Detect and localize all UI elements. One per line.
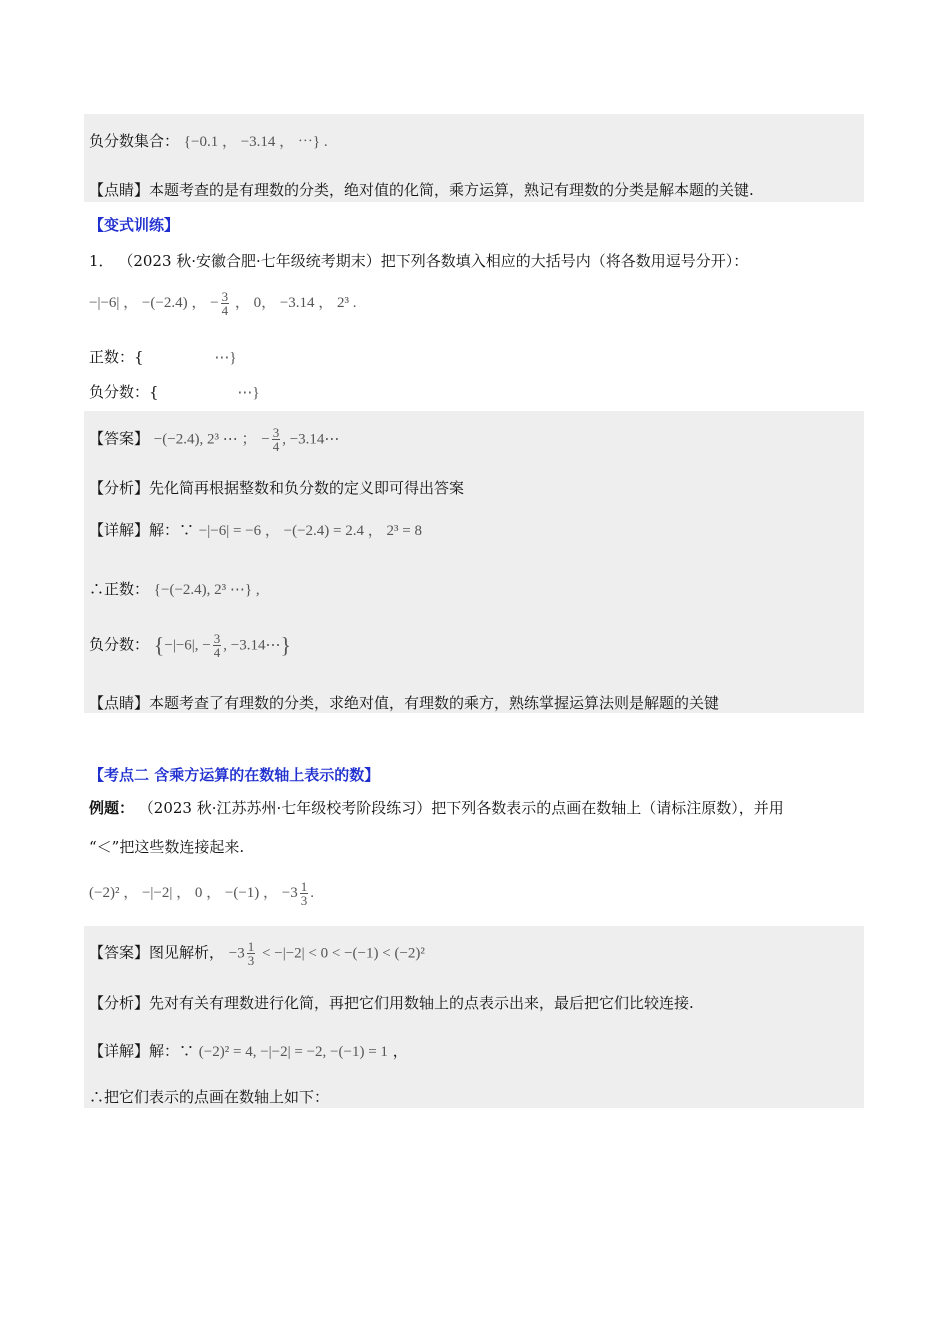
answer-2-label: 【答案】图见解析， xyxy=(89,943,225,962)
detail-math: −|−6| = −6 ， −(−2.4) = 2.4 ， 2³ = 8 xyxy=(198,523,422,539)
analysis-1: 【分析】先化简再根据整数和负分数的定义即可得出答案 xyxy=(89,479,465,497)
answer-math-sign: − xyxy=(261,431,270,448)
answer-fraction-numerator: 3 xyxy=(272,425,280,440)
detail-2-end: ， xyxy=(392,1042,408,1060)
positive-end: ⋯} xyxy=(214,350,237,366)
dianjing-1: 【点睛】本题考查的是有理数的分类，绝对值的化简，乘方运算，熟记有理数的分类是解本题的关键. xyxy=(89,181,754,199)
therefore-positive-label: ∴正数： xyxy=(89,580,150,598)
answer-label: 【答案】 xyxy=(89,429,150,448)
answer-2-mixed-fraction xyxy=(247,940,256,967)
answer-fraction xyxy=(272,426,281,453)
therefore-positive-line xyxy=(89,578,260,599)
neg-set-part-a: −|−6|, − xyxy=(164,637,211,654)
fraction-numerator: 3 xyxy=(221,289,229,304)
neg-set-part-b: , −3.14⋯ xyxy=(223,637,281,654)
neg-set-fraction-denominator: 4 xyxy=(213,645,221,660)
answer-2-rest: < −|−2| < 0 < −(−1) < (−2)² xyxy=(262,945,425,962)
question-number: 1． xyxy=(89,252,114,270)
mixed-denominator: 3 xyxy=(300,893,308,908)
answer-2-mixed-whole: −3 xyxy=(228,945,245,962)
negative-fraction-answer-line xyxy=(89,632,291,659)
negative-answer-label: 负分数： xyxy=(89,635,150,654)
example-label: 例题： xyxy=(89,799,135,817)
brace-open: { xyxy=(153,632,165,658)
brace-close: } xyxy=(280,632,292,658)
example-text: （2023 秋·江苏苏州·七年级校考阶段练习）把下列各数表示的点画在数轴上（请标注原数），并用 xyxy=(138,799,784,817)
detail-2-line xyxy=(89,1040,408,1061)
numbers-end: . xyxy=(310,884,314,901)
fraction-denominator: 4 xyxy=(221,303,229,318)
detail-2-label: 【详解】解：∵ xyxy=(89,1042,195,1060)
mixed-fraction xyxy=(300,880,309,907)
example-numbers-text: (−2)² ， −|−2| ， 0 ， −(−1) ， xyxy=(89,884,279,901)
therefore-line: ∴把它们表示的点画在数轴上如下： xyxy=(89,1088,330,1106)
detail-label: 【详解】解：∵ xyxy=(89,521,195,539)
detail-2-math: (−2)² = 4, −|−2| = −2, −(−1) = 1 xyxy=(198,1044,388,1060)
example-numbers xyxy=(89,880,314,907)
numbers-part-a: −|−6| ， −(−2.4) ， xyxy=(89,294,207,311)
positive-set-math: {−(−2.4), 2³ ⋯} , xyxy=(153,582,260,598)
negative-label: 负分数：{ xyxy=(89,383,159,401)
answer-fraction-denominator: 4 xyxy=(272,439,280,454)
positive-set-line xyxy=(89,346,237,367)
question-1 xyxy=(89,250,748,271)
negative-end: ⋯} xyxy=(237,385,260,401)
neg-set-fraction-numerator: 3 xyxy=(213,631,221,646)
positive-label: 正数：{ xyxy=(89,348,144,366)
answer-block-2 xyxy=(84,411,864,713)
question-text: （2023 秋·安徽合肥·七年级统考期末）把下列各数填入相应的大括号内（将各数用逗号分开）： xyxy=(118,252,749,270)
detail-1-line xyxy=(89,519,422,540)
answer-2-mixed-numerator: 1 xyxy=(247,939,255,954)
numbers-part-b: ， 0， −3.14 ， 2³ . xyxy=(234,294,357,311)
answer-1-line xyxy=(89,426,339,453)
negative-set-line xyxy=(89,381,260,402)
fraction-sign: − xyxy=(210,294,219,311)
neg-set-label: 负分数集合： xyxy=(89,132,180,150)
neg-fraction-set-line xyxy=(89,130,328,151)
fraction-three-quarters xyxy=(221,290,230,317)
analysis-2: 【分析】先对有关有理数进行化简，再把它们用数轴上的点表示出来，最后把它们比较连接. xyxy=(89,994,694,1012)
example-line xyxy=(89,797,784,818)
mixed-numerator: 1 xyxy=(300,879,308,894)
question-numbers xyxy=(89,290,357,317)
answer-2-mixed-denominator: 3 xyxy=(247,953,255,968)
section-title-variant-training: 【变式训练】 xyxy=(89,216,180,234)
mixed-whole: −3 xyxy=(281,884,298,901)
neg-set-math: {−0.1 ， −3.14 ， ⋯} . xyxy=(183,134,328,150)
section-title-kaodian-2: 【考点二 含乘方运算的在数轴上表示的数】 xyxy=(89,766,380,784)
neg-set-fraction xyxy=(213,632,222,659)
answer-math: −(−2.4), 2³ ⋯ ； xyxy=(153,431,257,448)
example-line-2: “＜”把这些数连接起来. xyxy=(89,838,245,856)
dianjing-2: 【点睛】本题考查了有理数的分类，求绝对值，有理数的乘方，熟练掌握运算法则是解题的关键 xyxy=(89,694,720,712)
answer-math-rest: , −3.14⋯ xyxy=(282,431,340,448)
answer-2-line xyxy=(89,940,425,967)
